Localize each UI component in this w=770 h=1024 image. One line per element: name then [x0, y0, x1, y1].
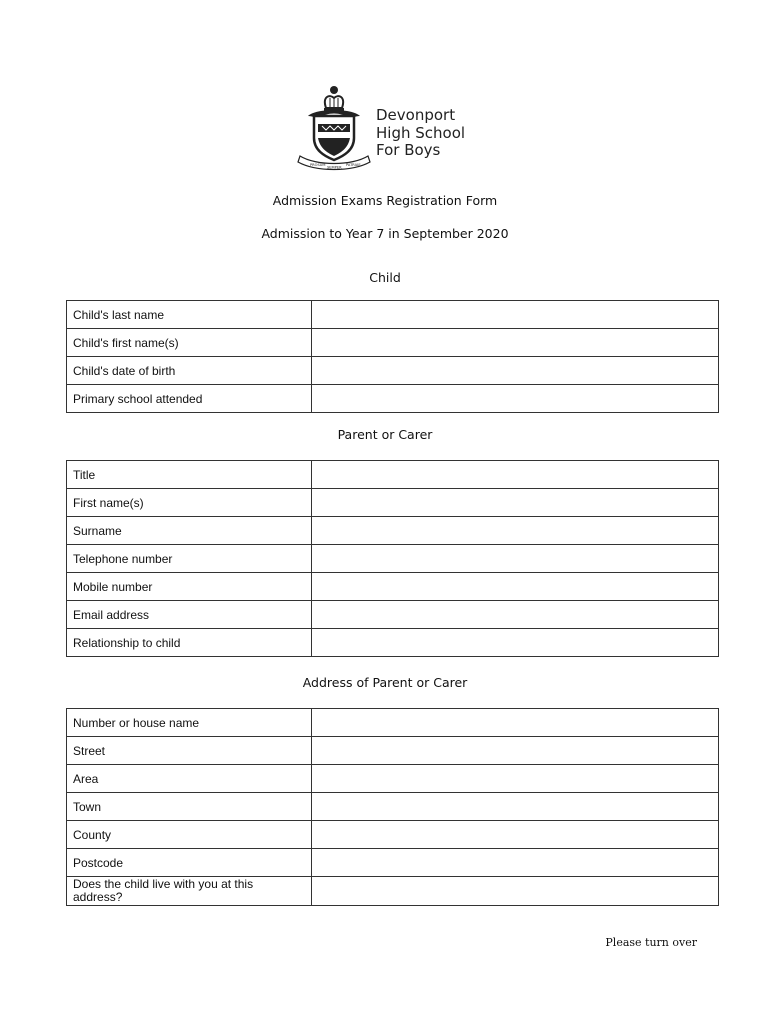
- table-row: [67, 357, 719, 385]
- table-row: [67, 461, 719, 489]
- field-label: Child's first name(s): [67, 329, 312, 357]
- house-name-field[interactable]: [312, 709, 719, 737]
- table-row: [67, 793, 719, 821]
- table-row: [67, 629, 719, 657]
- relationship-field[interactable]: [312, 629, 719, 657]
- area-field[interactable]: [312, 765, 719, 793]
- table-row: [67, 489, 719, 517]
- parent-surname-field[interactable]: [312, 517, 719, 545]
- field-label: Title: [67, 461, 312, 489]
- parent-table: [66, 460, 719, 657]
- address-table: [66, 708, 719, 906]
- crest-motto-left: PROSUM: [310, 163, 326, 167]
- field-label: Primary school attended: [67, 385, 312, 413]
- please-turn-over-note: Please turn over: [605, 936, 697, 949]
- field-label: Does the child live with you at this address?: [67, 877, 312, 906]
- field-label: Area: [67, 765, 312, 793]
- field-label: Child's last name: [67, 301, 312, 329]
- parent-title-field[interactable]: [312, 461, 719, 489]
- field-label: Number or house name: [67, 709, 312, 737]
- table-row: [67, 545, 719, 573]
- childs-last-name-field[interactable]: [312, 301, 719, 329]
- school-name-line2: High School: [376, 123, 466, 142]
- primary-school-field[interactable]: [312, 385, 719, 413]
- table-row: [67, 601, 719, 629]
- child-table: [66, 300, 719, 413]
- crest-motto-center: SEMPER: [327, 165, 342, 170]
- section-heading-child: Child: [369, 270, 401, 285]
- postcode-field[interactable]: [312, 849, 719, 877]
- county-field[interactable]: [312, 821, 719, 849]
- field-label: Relationship to child: [67, 629, 312, 657]
- street-field[interactable]: [312, 737, 719, 765]
- school-name-line3: For Boys: [376, 141, 441, 159]
- field-label: First name(s): [67, 489, 312, 517]
- field-label: Email address: [67, 601, 312, 629]
- field-label: Town: [67, 793, 312, 821]
- child-lives-with-you-field[interactable]: [312, 877, 719, 906]
- table-row: [67, 849, 719, 877]
- telephone-number-field[interactable]: [312, 545, 719, 573]
- field-label: Postcode: [67, 849, 312, 877]
- school-logo: [296, 82, 476, 174]
- table-row: [67, 877, 719, 906]
- field-label: Street: [67, 737, 312, 765]
- table-row: [67, 573, 719, 601]
- parent-first-names-field[interactable]: [312, 489, 719, 517]
- field-label: Telephone number: [67, 545, 312, 573]
- field-label: Child's date of birth: [67, 357, 312, 385]
- field-label: Surname: [67, 517, 312, 545]
- crest-motto-right: PATRIAE: [346, 163, 361, 167]
- table-row: [67, 329, 719, 357]
- table-row: [67, 709, 719, 737]
- childs-first-names-field[interactable]: [312, 329, 719, 357]
- school-name-line1: Devonport: [376, 106, 456, 124]
- form-title: Admission Exams Registration Form: [272, 193, 498, 208]
- mobile-number-field[interactable]: [312, 573, 719, 601]
- section-heading-parent: Parent or Carer: [337, 427, 433, 442]
- field-label: Mobile number: [67, 573, 312, 601]
- form-subtitle: Admission to Year 7 in September 2020: [261, 226, 509, 241]
- table-row: [67, 737, 719, 765]
- town-field[interactable]: [312, 793, 719, 821]
- table-row: [67, 517, 719, 545]
- section-heading-address: Address of Parent or Carer: [302, 675, 468, 690]
- table-row: [67, 821, 719, 849]
- table-row: [67, 765, 719, 793]
- school-name: [376, 107, 465, 160]
- email-address-field[interactable]: [312, 601, 719, 629]
- table-row: [67, 301, 719, 329]
- crest-motto: [296, 82, 376, 174]
- table-row: [67, 385, 719, 413]
- childs-date-of-birth-field[interactable]: [312, 357, 719, 385]
- field-label: County: [67, 821, 312, 849]
